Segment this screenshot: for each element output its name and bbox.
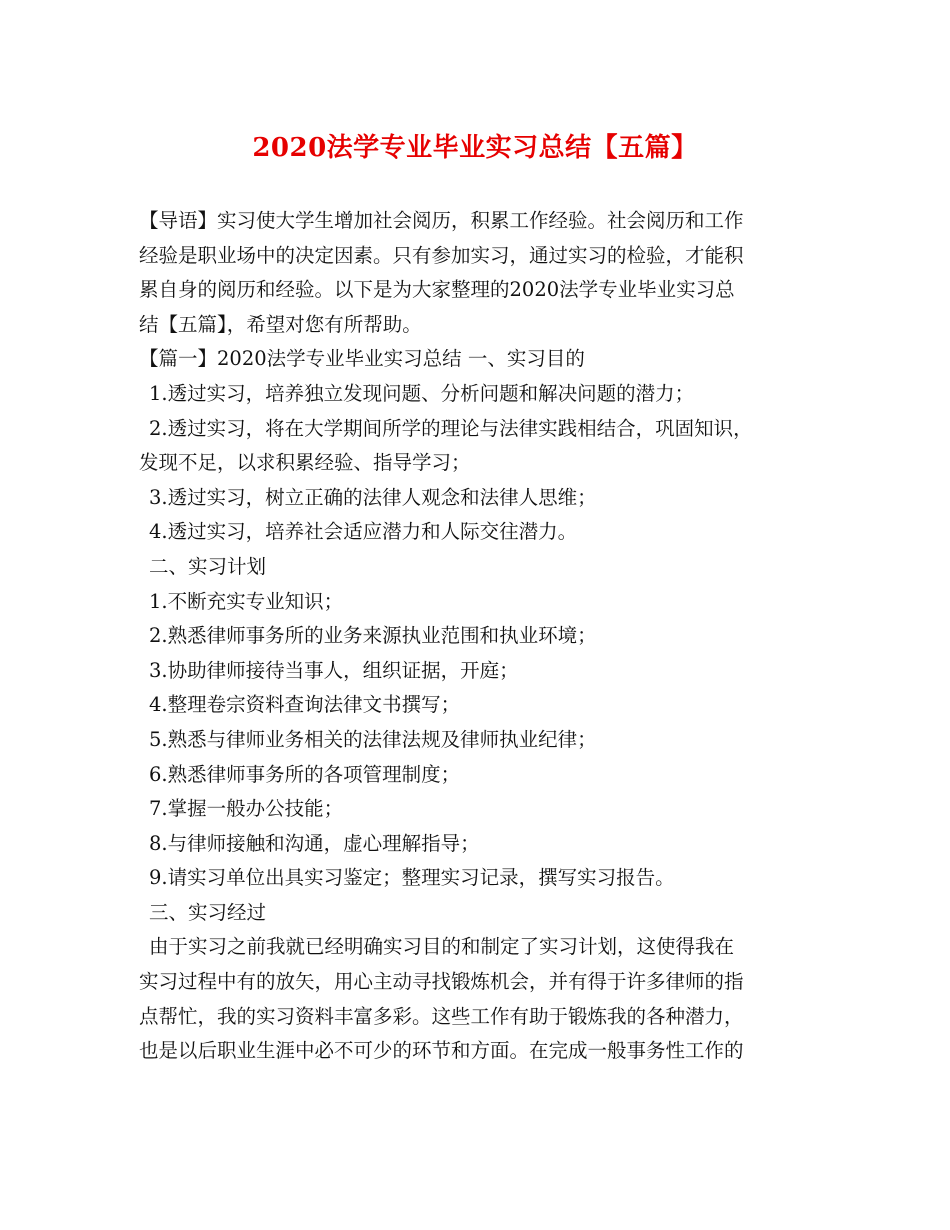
list-item: 8.与律师接触和沟通，虚心理解指导； — [149, 831, 480, 855]
section-heading-line: 【篇一】2020法学专业毕业实习总结 一、实习目的 — [139, 347, 585, 371]
document-title: 2020法学专业毕业实习总结【五篇】 — [252, 133, 698, 163]
section-heading: 二、实习计划 — [149, 554, 267, 578]
document-body — [139, 204, 829, 1069]
paragraph-line: 结【五篇】，希望对您有所帮助。 — [139, 312, 422, 336]
list-item: 5.熟悉与律师业务相关的法律法规及律师执业纪律； — [149, 727, 597, 751]
paragraph-line: 【导语】实习使大学生增加社会阅历，积累工作经验。社会阅历和工作 — [139, 209, 744, 232]
paragraph-line: 经验是职业场中的决定因素。只有参加实习，通过实习的检验，才能积 — [139, 243, 744, 267]
list-item: 6.熟悉律师事务所的各项管理制度； — [149, 762, 461, 786]
paragraph-line: 实习过程中有的放矢，用心主动寻找锻炼机会，并有得于许多律师的指 — [139, 970, 744, 994]
list-item: 1.透过实习，培养独立发现问题、分析问题和解决问题的潜力； — [149, 381, 695, 405]
section-heading: 三、实习经过 — [149, 900, 267, 924]
list-item: 2.熟悉律师事务所的业务来源执业范围和执业环境； — [149, 624, 597, 648]
paragraph-line: 由于实习之前我就已经明确实习目的和制定了实习计划，这使得我在 — [149, 935, 735, 959]
paragraph-line: 累自身的阅历和经验。以下是为大家整理的2020法学专业毕业实习总 — [139, 278, 735, 302]
paragraph-line: 也是以后职业生涯中必不可少的环节和方面。在完成一般事务性工作的 — [139, 1039, 744, 1063]
list-item: 3.透过实习，树立正确的法律人观念和法律人思维； — [149, 485, 597, 509]
paragraph-line: 点帮忙，我的实习资料丰富多彩。这些工作有助于锻炼我的各种潜力， — [139, 1004, 744, 1028]
list-item: 7.掌握一般办公技能； — [149, 797, 344, 821]
list-item: 4.整理卷宗资料查询法律文书撰写； — [149, 693, 461, 717]
list-item: 3.协助律师接待当事人，组织证据，开庭； — [149, 658, 519, 682]
list-item: 4.透过实习，培养社会适应潜力和人际交往潜力。 — [149, 520, 578, 544]
list-item: 1.不断充实专业知识； — [149, 589, 344, 613]
list-item: 9.请实习单位出具实习鉴定；整理实习记录，撰写实习报告。 — [149, 866, 675, 890]
paragraph-line: 发现不足，以求积累经验、指导学习； — [139, 451, 471, 475]
list-item: 2.透过实习，将在大学期间所学的理论与法律实践相结合，巩固知识， — [149, 416, 753, 440]
